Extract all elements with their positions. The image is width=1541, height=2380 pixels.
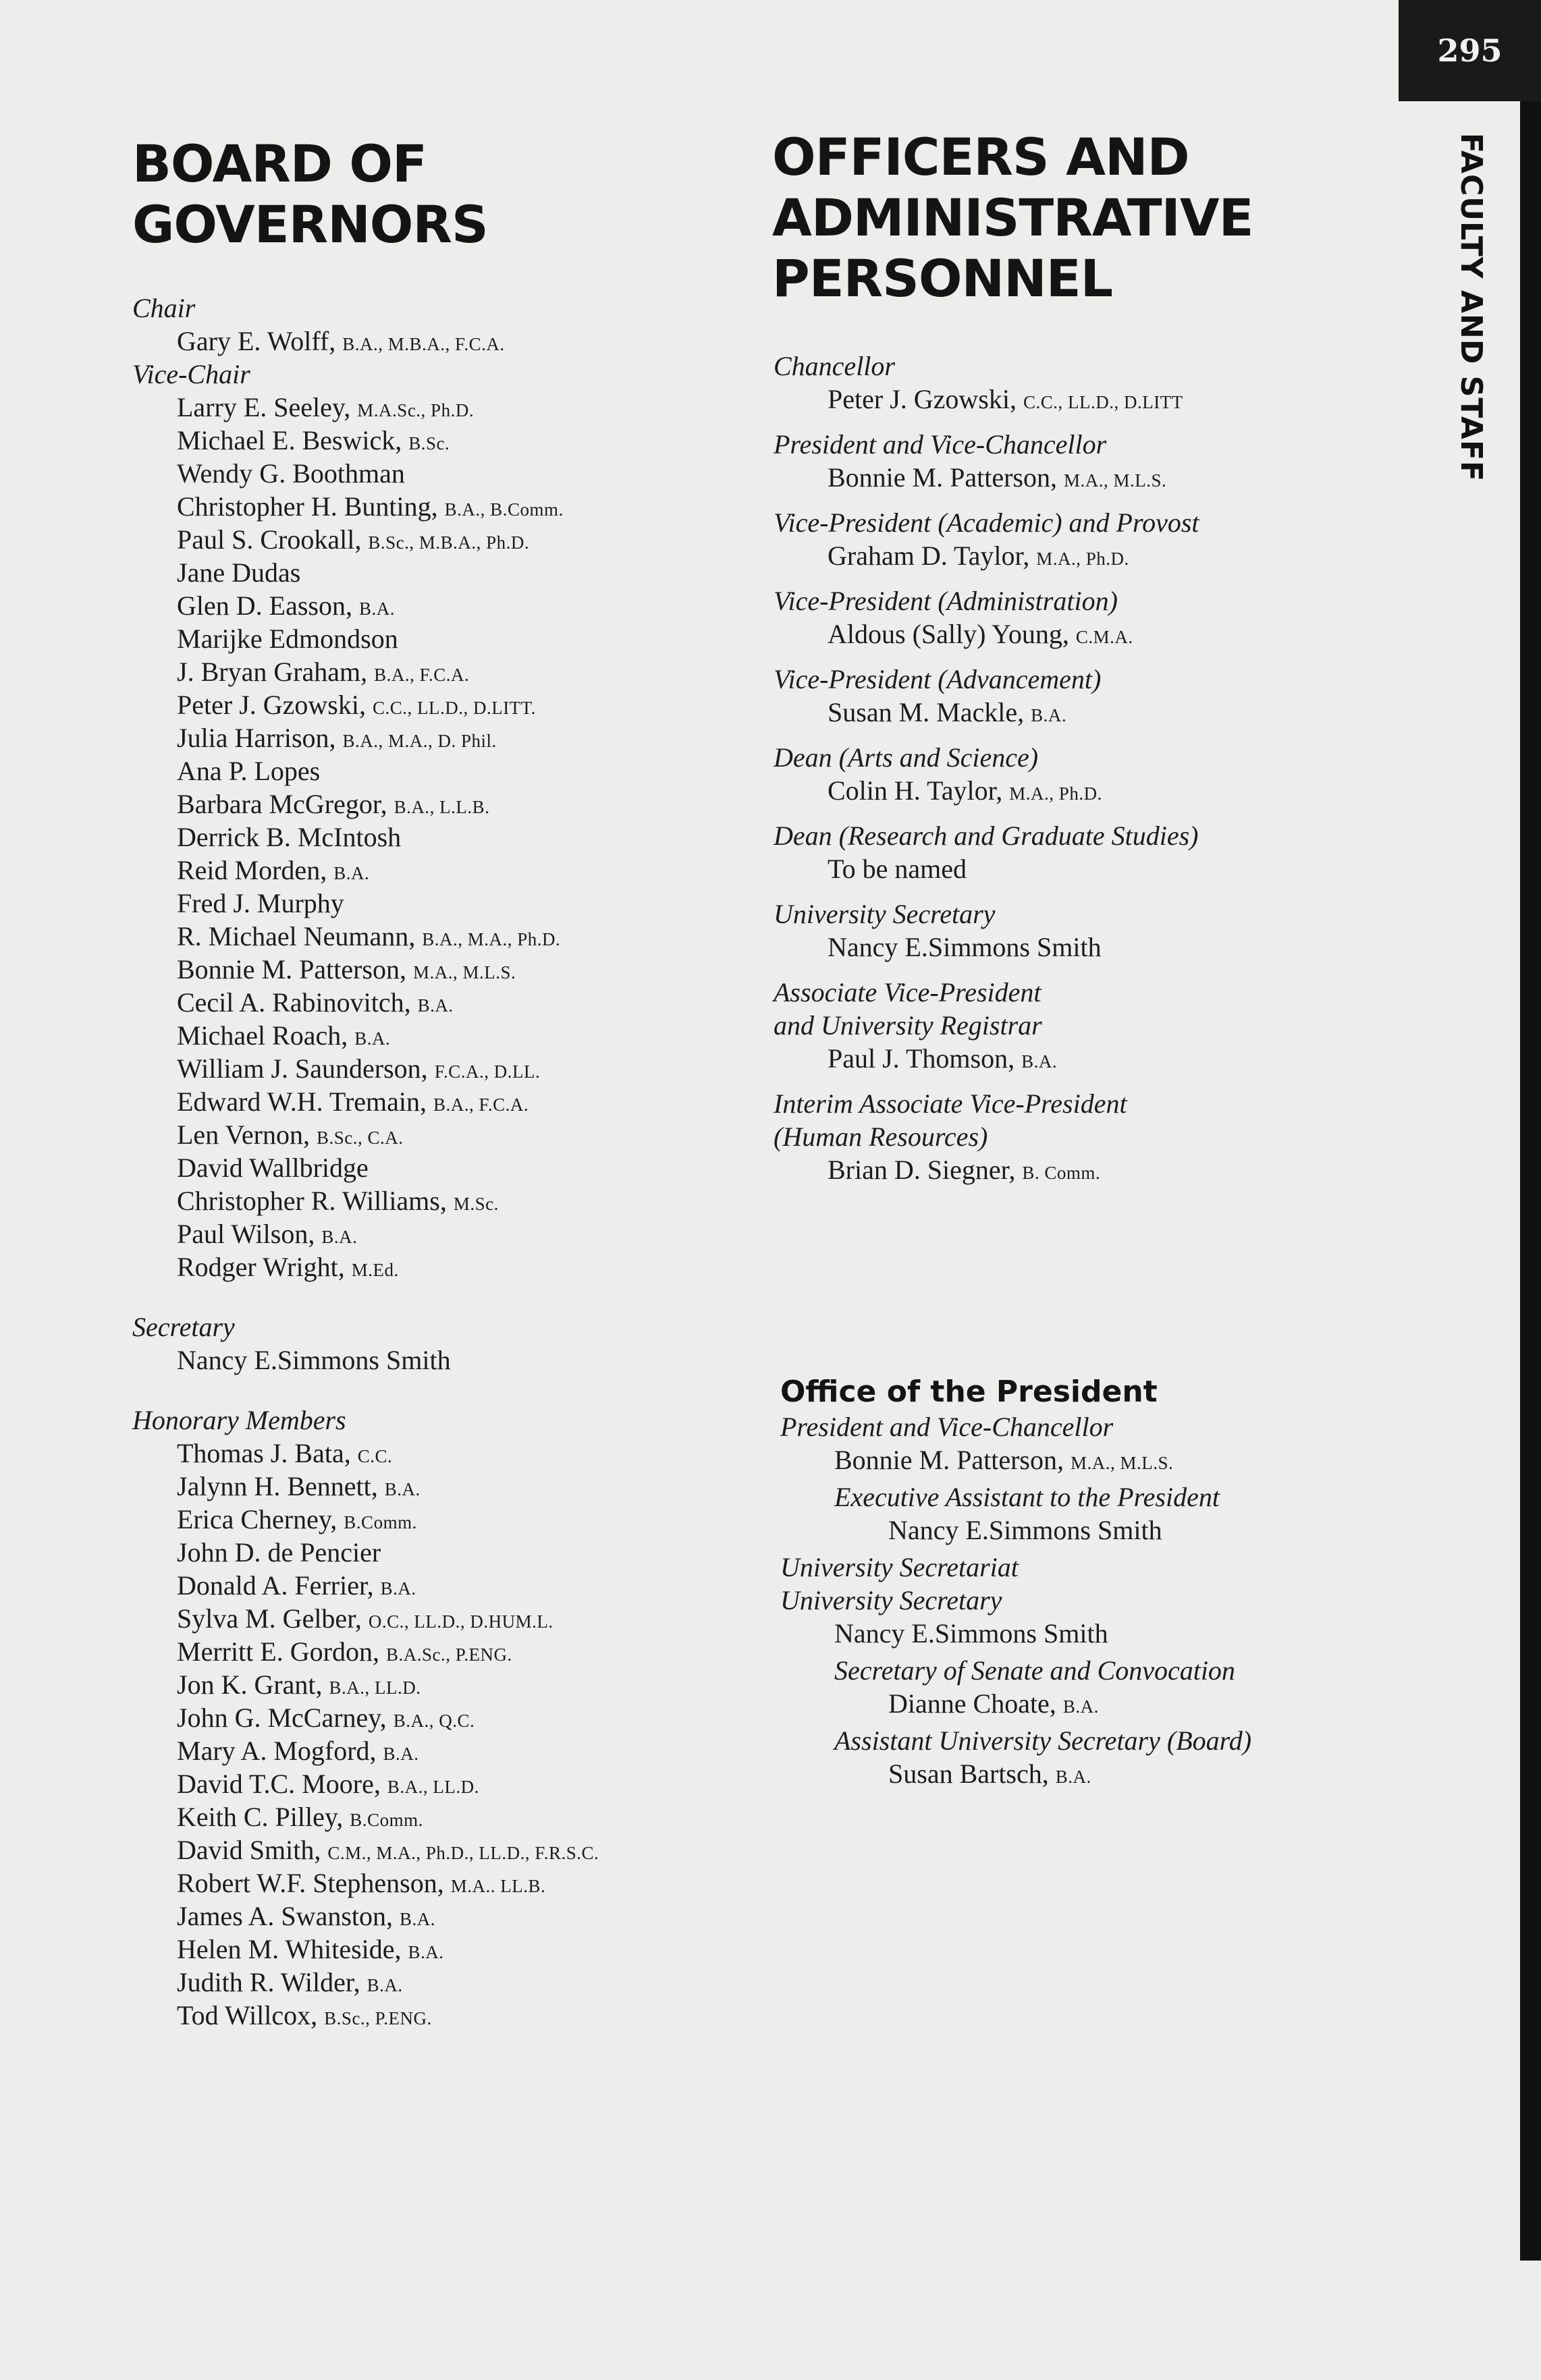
person-name-text: J. Bryan Graham, [177, 657, 368, 687]
person-name [774, 852, 1199, 885]
officer-role: and University Registrar [774, 1010, 1042, 1041]
credentials: B.A. [1031, 705, 1067, 725]
person-name [132, 1536, 599, 1569]
person-name [132, 721, 599, 754]
person-name-text: Fred J. Murphy [177, 888, 344, 918]
credentials: B.A. [400, 1909, 436, 1929]
section-tab [1451, 128, 1492, 486]
person-name [132, 754, 599, 787]
credentials: B.A. [408, 1942, 444, 1962]
person-name [132, 854, 599, 887]
officers-heading-line1: OFFICERS AND [772, 127, 1189, 187]
person-name [132, 1085, 599, 1118]
credentials: B.A. [383, 1744, 419, 1764]
credentials: B.A., L.L.B. [394, 797, 490, 817]
person-name [132, 1734, 599, 1767]
person-name [132, 953, 599, 986]
person-name [132, 1767, 599, 1800]
university-secretary-name: Nancy E.Simmons Smith [834, 1618, 1108, 1649]
credentials: C.C. [357, 1446, 393, 1466]
honorary-members-list [132, 1437, 599, 2032]
person-name [774, 383, 1199, 416]
person-name-text: Julia Harrison, [177, 723, 336, 753]
person-name [132, 325, 599, 358]
credentials: M.Ed. [351, 1260, 399, 1280]
person-name [132, 1900, 599, 1933]
person-name [132, 490, 599, 523]
officer-role: University Secretary [774, 899, 996, 929]
secretary-label: Secretary [132, 1312, 235, 1342]
edge-bar [1520, 101, 1541, 2261]
credentials: B.A. [367, 1975, 403, 1995]
officer-role: Chancellor [774, 351, 895, 381]
credentials: C.C., LL.D., D.LITT [1023, 392, 1183, 412]
person-name [132, 787, 599, 821]
page-number: 295 [1399, 0, 1541, 101]
person-name-text: Christopher R. Williams, [177, 1186, 447, 1216]
credentials: B.A. [354, 1028, 391, 1049]
credentials: B.A., F.C.A. [433, 1095, 529, 1115]
person-name [132, 1118, 599, 1151]
person-name-text: Reid Morden, [177, 855, 327, 885]
person-name [132, 655, 599, 688]
officer-entry [774, 428, 1199, 494]
person-name-text: Graham D. Taylor, [828, 541, 1030, 571]
secretary-list [132, 1344, 599, 1377]
person-name [132, 1470, 599, 1503]
secretariat-label: University Secretariat [780, 1552, 1019, 1582]
officer-entry [774, 1087, 1199, 1186]
officer-role: Vice-President (Academic) and Provost [774, 507, 1199, 538]
person-name-text: Larry E. Seeley, [177, 392, 351, 422]
person-name-text: Keith C. Pilley, [177, 1802, 344, 1832]
officer-entry [774, 350, 1199, 416]
person-name-text: Sylva M. Gelber, [177, 1603, 362, 1634]
person-name [132, 1833, 599, 1866]
officer-role: Dean (Arts and Science) [774, 742, 1039, 773]
credentials: M.A., Ph.D. [1036, 549, 1129, 569]
person-name-text: Mary A. Mogford, [177, 1736, 377, 1766]
person-name-text: Michael E. Beswick, [177, 425, 402, 455]
person-name-text: Robert W.F. Stephenson, [177, 1868, 444, 1898]
person-name-text: Glen D. Easson, [177, 590, 352, 621]
person-name-text: John G. McCarney, [177, 1703, 387, 1733]
person-name-text: Marijke Edmondson [177, 624, 398, 654]
person-name [132, 556, 599, 589]
senate-secretary-role: Secretary of Senate and Convocation [834, 1655, 1235, 1686]
person-name [132, 986, 599, 1019]
credentials: B.A., Q.C. [393, 1711, 475, 1731]
person-name-text: Paul Wilson, [177, 1219, 315, 1249]
person-name-text: Colin H. Taylor, [828, 775, 1003, 806]
credentials: B.A., M.A., D. Phil. [342, 731, 497, 751]
person-name [132, 1151, 599, 1184]
person-name-text: Brian D. Siegner, [828, 1155, 1016, 1185]
person-name [132, 1437, 599, 1470]
person-name [132, 589, 599, 622]
officer-entry [774, 584, 1199, 651]
person-name [132, 821, 599, 854]
officer-entry [774, 897, 1199, 964]
person-name [132, 1668, 599, 1701]
members-list [132, 391, 599, 1283]
person-name-text: Jon K. Grant, [177, 1669, 323, 1700]
person-name-text: Gary E. Wolff, [177, 326, 336, 356]
honorary-members-label: Honorary Members [132, 1405, 346, 1435]
credentials: B.A. [333, 863, 370, 883]
person-name [132, 1999, 599, 2032]
officer-role: Vice-President (Administration) [774, 586, 1118, 616]
person-name [774, 931, 1199, 964]
executive-assistant-role: Executive Assistant to the President [834, 1482, 1220, 1512]
officers-list [774, 350, 1199, 1198]
credentials: B.A., M.A., Ph.D. [422, 929, 561, 949]
person-name-text: Thomas J. Bata, [177, 1438, 351, 1468]
person-name-text: Judith R. Wilder, [177, 1967, 360, 1997]
credentials: M.A., M.L.S. [412, 962, 516, 983]
credentials: M.A., M.L.S. [1063, 470, 1167, 491]
officer-role: Vice-President (Advancement) [774, 664, 1102, 694]
person-name [132, 920, 599, 953]
person-name-text: Christopher H. Bunting, [177, 491, 438, 522]
board-heading-line1: BOARD OF [132, 134, 427, 194]
credentials: B.A.Sc., P.ENG. [385, 1644, 512, 1665]
credentials: B.A., LL.D. [387, 1777, 479, 1797]
board-of-governors-list [132, 292, 599, 2032]
person-name [132, 1344, 599, 1377]
person-name-text: John D. de Pencier [177, 1537, 381, 1568]
person-name [774, 774, 1199, 807]
person-name [132, 1701, 599, 1734]
person-name [132, 622, 599, 655]
person-name-text: Ana P. Lopes [177, 756, 321, 786]
officer-role: Associate Vice-President [774, 977, 1042, 1007]
person-name-text: Rodger Wright, [177, 1252, 345, 1282]
person-name [132, 1602, 599, 1635]
credentials: M.Sc. [453, 1194, 499, 1214]
person-name-text: Michael Roach, [177, 1020, 348, 1051]
office-of-president-heading: Office of the President [780, 1375, 1158, 1409]
person-name [132, 457, 599, 490]
officers-heading-line3: PERSONNEL [772, 248, 1113, 308]
credentials: C.C., LL.D., D.LITT. [372, 698, 536, 718]
office-of-president [780, 1410, 1251, 1794]
credentials: B.A. [358, 599, 395, 619]
person-name [774, 1153, 1199, 1186]
credentials: C.M., M.A., Ph.D., LL.D., F.R.S.C. [327, 1843, 599, 1863]
credentials: O.C., LL.D., D.HUM.L. [368, 1611, 553, 1632]
officer-role: President and Vice-Chancellor [774, 429, 1107, 460]
credentials: F.C.A., D.LL. [434, 1061, 541, 1082]
person-name-text: Nancy E.Simmons Smith [177, 1345, 451, 1375]
person-name-text: Jalynn H. Bennett, [177, 1471, 378, 1501]
officer-role: Dean (Research and Graduate Studies) [774, 821, 1199, 851]
person-name-text: William J. Saunderson, [177, 1053, 428, 1084]
university-secretary-role: University Secretary [780, 1585, 1002, 1615]
credentials: B.A. [1021, 1051, 1058, 1072]
person-name [132, 523, 599, 556]
assistant-secretary-role: Assistant University Secretary (Board) [834, 1725, 1252, 1756]
credentials: B.A., B.Comm. [444, 499, 564, 520]
person-name-text: Helen M. Whiteside, [177, 1934, 402, 1964]
officer-role: (Human Resources) [774, 1122, 988, 1152]
assistant-secretary-name: Susan Bartsch, B.A. [888, 1759, 1091, 1789]
chair-list [132, 325, 599, 358]
person-name [132, 1933, 599, 1966]
person-name-text: David Wallbridge [177, 1153, 369, 1183]
person-name-text: Tod Willcox, [177, 2000, 318, 2030]
officer-entry [774, 976, 1199, 1075]
person-name-text: Paul S. Crookall, [177, 524, 362, 555]
person-name [132, 1019, 599, 1052]
person-name [132, 1052, 599, 1085]
person-name-text: Aldous (Sally) Young, [828, 619, 1069, 649]
president-role: President and Vice-Chancellor [780, 1412, 1114, 1442]
person-name-text: Barbara McGregor, [177, 789, 387, 819]
officer-entry [774, 663, 1199, 729]
person-name-text: Wendy G. Boothman [177, 458, 405, 489]
person-name-text: Jane Dudas [177, 557, 301, 588]
person-name-text: Peter J. Gzowski, [828, 384, 1017, 414]
person-name [132, 887, 599, 920]
person-name [132, 391, 599, 424]
person-name-text: David Smith, [177, 1835, 321, 1865]
credentials: B.A. [321, 1227, 358, 1247]
credentials: B.A. [417, 995, 454, 1016]
credentials: B.A., F.C.A. [374, 665, 470, 685]
credentials: M.A.. LL.B. [450, 1876, 546, 1896]
person-name-text: Cecil A. Rabinovitch, [177, 987, 411, 1018]
person-name [132, 1866, 599, 1900]
person-name-text: Merritt E. Gordon, [177, 1636, 379, 1667]
person-name [132, 1800, 599, 1833]
credentials: B.A., LL.D. [329, 1678, 421, 1698]
board-heading-line2: GOVERNORS [132, 194, 488, 254]
president-name: Bonnie M. Patterson, M.A., M.L.S. [834, 1445, 1174, 1475]
person-name [132, 1217, 599, 1250]
officer-entry [774, 506, 1199, 572]
person-name [132, 1569, 599, 1602]
chair-label: Chair [132, 293, 196, 323]
person-name-text: Len Vernon, [177, 1119, 310, 1150]
person-name [774, 539, 1199, 572]
person-name [774, 617, 1199, 651]
credentials: B.Sc. [408, 433, 450, 453]
person-name-text: Bonnie M. Patterson, [828, 462, 1057, 493]
credentials: B. Comm. [1022, 1163, 1101, 1183]
credentials: M.A., Ph.D. [1009, 783, 1102, 804]
person-name [132, 1184, 599, 1217]
credentials: B.Sc., M.B.A., Ph.D. [368, 532, 530, 553]
person-name-text: To be named [828, 854, 967, 884]
person-name-text: Paul J. Thomson, [828, 1043, 1015, 1074]
person-name [774, 1042, 1199, 1075]
person-name-text: David T.C. Moore, [177, 1769, 381, 1799]
vice-chair-label: Vice-Chair [132, 359, 250, 389]
credentials: B.A. [384, 1479, 421, 1499]
credentials: C.M.A. [1075, 627, 1133, 647]
person-name-text: Susan M. Mackle, [828, 697, 1025, 727]
credentials: B.Sc., C.A. [317, 1128, 404, 1148]
person-name-text: Erica Cherney, [177, 1504, 337, 1534]
person-name [132, 1966, 599, 1999]
person-name-text: Bonnie M. Patterson, [177, 954, 406, 985]
person-name [132, 688, 599, 721]
person-name-text: Peter J. Gzowski, [177, 690, 366, 720]
person-name-text: Donald A. Ferrier, [177, 1570, 374, 1601]
person-name [774, 461, 1199, 494]
credentials: B.A. [380, 1578, 416, 1599]
person-name-text: R. Michael Neumann, [177, 921, 416, 951]
senate-secretary-name: Dianne Choate, B.A. [888, 1688, 1099, 1719]
person-name [132, 424, 599, 457]
person-name-text: Edward W.H. Tremain, [177, 1086, 427, 1117]
credentials: B.Sc., P.ENG. [324, 2008, 432, 2028]
person-name [132, 1635, 599, 1668]
credentials: B.A., M.B.A., F.C.A. [342, 334, 505, 354]
officer-entry [774, 741, 1199, 807]
credentials: M.A.Sc., Ph.D. [357, 400, 475, 420]
officer-entry [774, 819, 1199, 885]
credentials: B.Comm. [344, 1512, 417, 1532]
executive-assistant-name: Nancy E.Simmons Smith [888, 1515, 1162, 1545]
section-tab-label: FACULTY AND STAFF [1454, 132, 1489, 482]
credentials: B.Comm. [350, 1810, 423, 1830]
officers-heading-line2: ADMINISTRATIVE [772, 188, 1253, 248]
officer-role: Interim Associate Vice-President [774, 1088, 1127, 1119]
person-name-text: Nancy E.Simmons Smith [828, 932, 1102, 962]
person-name [132, 1250, 599, 1283]
person-name [132, 1503, 599, 1536]
person-name-text: James A. Swanston, [177, 1901, 393, 1931]
person-name [774, 696, 1199, 729]
person-name-text: Derrick B. McIntosh [177, 822, 402, 852]
